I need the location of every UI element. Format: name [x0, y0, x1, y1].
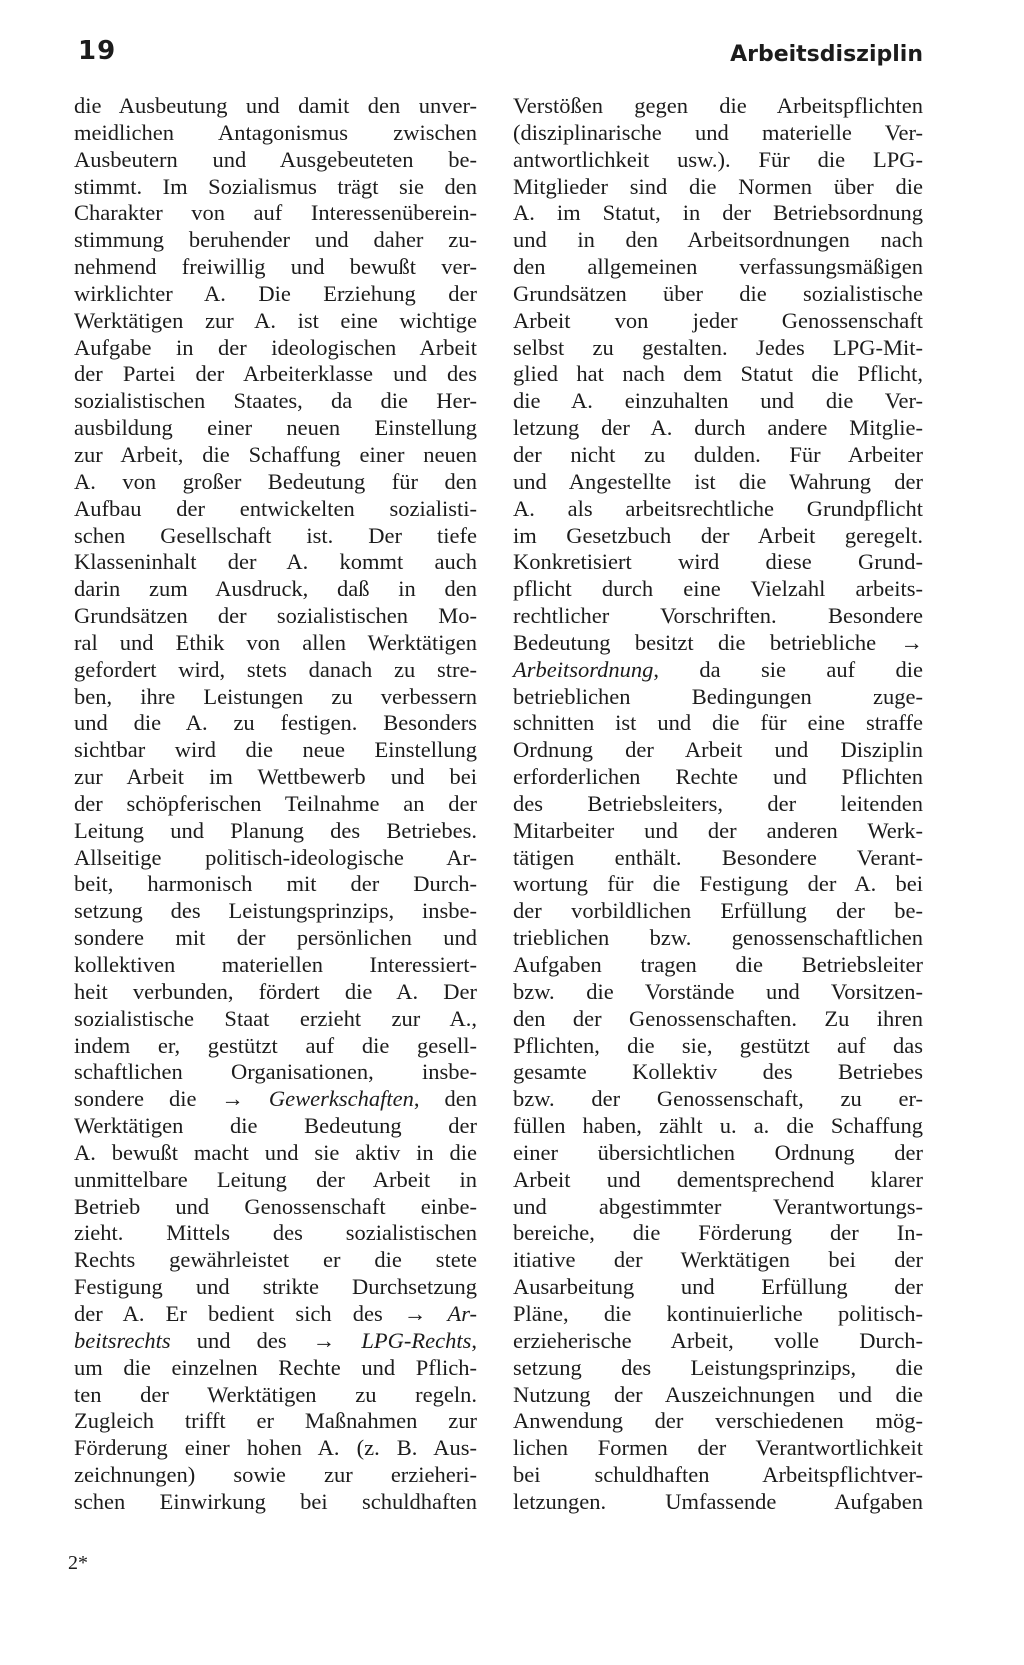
text-segment: ben, ihre Leistungen zu verbessern [74, 683, 477, 709]
text-line [513, 308, 923, 335]
text-line [74, 227, 477, 254]
text-line [513, 1220, 923, 1247]
text-line [513, 227, 923, 254]
text-line [74, 576, 477, 603]
text-segment: bei schuldhaften Arbeitspflichtver- [513, 1462, 923, 1488]
text-segment: der A. Er bedient sich des → [74, 1300, 448, 1326]
text-segment: ral und Ethik von allen Werktätigen [74, 629, 477, 655]
text-segment: schaftlichen Organisationen, insbe- [74, 1059, 477, 1085]
text-segment: sozialistischen Staates, da die Her- [74, 388, 477, 414]
text-line [513, 1113, 923, 1140]
text-line [513, 1086, 923, 1113]
text-line [513, 120, 923, 147]
text-line [513, 361, 923, 388]
text-segment: selbst zu gestalten. Jedes LPG-Mit- [513, 334, 923, 360]
text-line [74, 1274, 477, 1301]
text-segment: Werktätigen zur A. ist eine wichtige [74, 307, 477, 333]
text-line [74, 684, 477, 711]
text-segment: Aufgabe in der ideologischen Arbeit [74, 334, 477, 360]
text-line [74, 496, 477, 523]
text-segment: erzieherische Arbeit, volle Durch- [513, 1327, 923, 1353]
text-segment: einer übersichtlichen Ordnung der [513, 1139, 923, 1165]
cross-reference-term: Ar- [447, 1300, 477, 1326]
text-line [74, 979, 477, 1006]
text-segment: Zugleich trifft er Maßnahmen zur [74, 1408, 477, 1434]
running-head: Arbeitsdisziplin [730, 42, 923, 67]
cross-reference-term: beitsrechts [74, 1327, 171, 1353]
text-segment: zur Arbeit im Wettbewerb und bei [74, 764, 477, 790]
text-line [513, 1274, 923, 1301]
text-line [74, 1435, 477, 1462]
text-segment: Pflichten, die sie, gestützt auf das [513, 1032, 923, 1058]
text-segment: den allgemeinen verfassungsmäßigen [513, 254, 923, 280]
text-line [513, 1301, 923, 1328]
text-line [513, 147, 923, 174]
text-segment: sichtbar wird die neue Einstellung [74, 737, 477, 763]
text-segment: A. bewußt macht und sie aktiv in die [74, 1139, 477, 1165]
text-line [513, 1167, 923, 1194]
text-line [513, 1194, 923, 1221]
text-line [74, 1301, 477, 1328]
text-line [74, 791, 477, 818]
text-line [74, 898, 477, 925]
text-line [74, 1220, 477, 1247]
text-line [513, 523, 923, 550]
text-segment: Klasseninhalt der A. kommt auch [74, 549, 477, 575]
text-segment: antwortlichkeit usw.). Für die LPG- [513, 146, 923, 172]
text-line [513, 657, 923, 684]
text-segment: , [471, 1327, 477, 1353]
text-segment: bzw. die Vorstände und Vorsitzen- [513, 978, 923, 1004]
text-line [74, 925, 477, 952]
text-line [74, 388, 477, 415]
text-line [74, 308, 477, 335]
text-segment: Konkretisiert wird diese Grund- [513, 549, 923, 575]
text-segment: rechtlicher Vorschriften. Besondere [513, 603, 923, 629]
text-line [74, 415, 477, 442]
text-segment: Ausarbeitung und Erfüllung der [513, 1274, 923, 1300]
text-segment: Mitarbeiter und der anderen Werk- [513, 817, 923, 843]
text-segment: der Partei der Arbeiterklasse und des [74, 361, 477, 387]
text-segment: letzungen. Umfassende Aufgaben [513, 1488, 923, 1514]
text-line [513, 952, 923, 979]
text-segment: gesamte Kollektiv des Betriebes [513, 1059, 923, 1085]
text-segment: Werktätigen die Bedeutung der [74, 1113, 477, 1139]
text-line [74, 1194, 477, 1221]
text-segment: beit, harmonisch mit der Durch- [74, 871, 477, 897]
text-line [74, 818, 477, 845]
text-segment: die A. einzuhalten und die Ver- [513, 388, 923, 414]
text-segment: im Gesetzbuch der Arbeit geregelt. [513, 522, 923, 548]
text-segment: Ausbeutern und Ausgebeuteten be- [74, 146, 477, 172]
cross-reference-term: LPG-Rechts [361, 1327, 472, 1353]
text-line [513, 549, 923, 576]
text-line [74, 361, 477, 388]
text-line [513, 764, 923, 791]
text-segment: Festigung und strikte Durchsetzung [74, 1274, 477, 1300]
text-segment: Mitglieder sind die Normen über die [513, 173, 923, 199]
text-line [74, 710, 477, 737]
text-segment: schen Gesellschaft ist. Der tiefe [74, 522, 477, 548]
text-line [513, 1059, 923, 1086]
text-line [74, 120, 477, 147]
page-number: 19 [78, 36, 117, 66]
text-segment: indem er, gestützt auf die gesell- [74, 1032, 477, 1058]
text-line [74, 630, 477, 657]
text-line [74, 1086, 477, 1113]
text-segment: sondere mit der persönlichen und [74, 925, 477, 951]
text-segment: zeichnungen) sowie zur erzieheri- [74, 1462, 477, 1488]
text-segment: Leitung und Planung des Betriebes. [74, 817, 477, 843]
text-segment: A. als arbeitsrechtliche Grundpflicht [513, 495, 923, 521]
text-line [74, 1033, 477, 1060]
text-segment: um die einzelnen Rechte und Pflich- [74, 1354, 477, 1380]
text-segment: , da sie auf die [653, 656, 923, 682]
text-line [513, 603, 923, 630]
text-line [513, 818, 923, 845]
text-segment: die Ausbeutung und damit den unver- [74, 93, 477, 118]
text-segment: der nicht zu dulden. Für Arbeiter [513, 441, 923, 467]
text-segment: sozialistische Staat erzieht zur A., [74, 1005, 477, 1031]
text-line [513, 388, 923, 415]
text-line [513, 1462, 923, 1489]
text-segment: Aufbau der entwickelten sozialisti- [74, 495, 477, 521]
text-line [74, 1462, 477, 1489]
text-line [513, 845, 923, 872]
text-segment: stimmt. Im Sozialismus trägt sie den [74, 173, 477, 199]
cross-reference-term: Arbeitsordnung [513, 656, 654, 682]
text-segment: lichen Formen der Verantwortlichkeit [513, 1435, 923, 1461]
text-segment: Ordnung der Arbeit und Disziplin [513, 737, 923, 763]
text-segment: Nutzung der Auszeichnungen und die [513, 1381, 923, 1407]
text-line [513, 415, 923, 442]
text-line [74, 603, 477, 630]
text-line [74, 200, 477, 227]
signature-mark: 2* [68, 1552, 88, 1574]
text-segment: wortung für die Festigung der A. bei [513, 871, 923, 897]
text-line [74, 657, 477, 684]
text-line [513, 898, 923, 925]
text-line [74, 549, 477, 576]
text-segment: der schöpferischen Teilnahme an der [74, 790, 477, 816]
text-segment: und die A. zu festigen. Besonders [74, 710, 477, 736]
text-line [513, 1355, 923, 1382]
text-segment: bereiche, die Förderung der In- [513, 1220, 923, 1246]
text-line [513, 1408, 923, 1435]
text-line [513, 496, 923, 523]
text-line [513, 442, 923, 469]
text-segment: trieblichen bzw. genossenschaftlichen [513, 925, 923, 951]
text-segment: zur Arbeit, die Schaffung einer neuen [74, 441, 477, 467]
text-segment: Pläne, die kontinuierliche politisch- [513, 1300, 923, 1326]
text-line [74, 1489, 477, 1516]
text-line [513, 254, 923, 281]
text-segment: ausbildung einer neuen Einstellung [74, 415, 477, 441]
text-line [74, 1382, 477, 1409]
text-line [74, 1059, 477, 1086]
text-line [74, 1247, 477, 1274]
text-line [74, 523, 477, 550]
text-segment: wirklichter A. Die Erziehung der [74, 280, 477, 306]
text-segment: letzung der A. durch andere Mitglie- [513, 415, 923, 441]
text-line [513, 1006, 923, 1033]
text-segment: Arbeit von jeder Genossenschaft [513, 307, 923, 333]
text-line [513, 925, 923, 952]
text-segment: der vorbildlichen Erfüllung der be- [513, 898, 923, 924]
text-line [74, 1355, 477, 1382]
text-segment: pflicht durch eine Vielzahl arbeits- [513, 576, 923, 602]
text-segment: Charakter von auf Interessenüberein- [74, 200, 477, 226]
text-line [74, 254, 477, 281]
text-line [513, 979, 923, 1006]
text-line [74, 174, 477, 201]
text-segment: ten der Werktätigen zu regeln. [74, 1381, 477, 1407]
text-segment: setzung des Leistungsprinzips, die [513, 1354, 923, 1380]
text-line [74, 335, 477, 362]
text-segment: , den [413, 1086, 477, 1112]
text-segment: nehmend freiwillig und bewußt ver- [74, 254, 477, 280]
text-segment: Grundsätzen über die sozialistische [513, 280, 923, 306]
text-segment: Bedeutung besitzt die betriebliche → [513, 629, 923, 655]
text-segment: schen Einwirkung bei schuldhaften [74, 1488, 477, 1514]
text-segment: Förderung einer hohen A. (z. B. Aus- [74, 1435, 477, 1461]
text-line [513, 200, 923, 227]
text-segment: schnitten ist und die für eine straffe [513, 710, 923, 736]
left-text-column [74, 93, 477, 1516]
text-segment: Betrieb und Genossenschaft einbe- [74, 1193, 477, 1219]
text-line [513, 576, 923, 603]
text-line [513, 1489, 923, 1516]
text-segment: und Angestellte ist die Wahrung der [513, 468, 923, 494]
text-line [74, 1408, 477, 1435]
text-segment: A. im Statut, in der Betriebsordnung [513, 200, 923, 226]
text-segment: (disziplinarische und materielle Ver- [513, 119, 923, 145]
text-segment: des Betriebsleiters, der leitenden [513, 790, 923, 816]
text-line [513, 684, 923, 711]
text-segment: und in den Arbeitsordnungen nach [513, 227, 923, 253]
text-segment: Rechts gewährleistet er die stete [74, 1247, 477, 1273]
text-line [513, 174, 923, 201]
text-segment: Allseitige politisch-ideologische Ar- [74, 844, 477, 870]
text-line [513, 1382, 923, 1409]
text-line [74, 281, 477, 308]
text-line [513, 93, 923, 120]
text-segment: Aufgaben tragen die Betriebsleiter [513, 952, 923, 977]
right-text-column [513, 93, 923, 1516]
text-segment: meidlichen Antagonismus zwischen [74, 119, 477, 145]
text-segment: bzw. der Genossenschaft, zu er- [513, 1086, 923, 1112]
text-segment: Verstößen gegen die Arbeitspflichten [513, 93, 923, 118]
text-line [513, 469, 923, 496]
text-line [513, 281, 923, 308]
text-segment: tätigen enthält. Besondere Verant- [513, 844, 923, 870]
text-line [74, 93, 477, 120]
text-line [74, 442, 477, 469]
text-line [74, 737, 477, 764]
text-line [513, 1247, 923, 1274]
text-line [74, 469, 477, 496]
text-line [513, 630, 923, 657]
text-line [74, 1113, 477, 1140]
text-line [74, 1328, 477, 1355]
text-line [513, 1435, 923, 1462]
text-line [74, 1167, 477, 1194]
text-segment: zieht. Mittels des sozialistischen [74, 1220, 477, 1246]
text-segment: füllen haben, zählt u. a. die Schaffung [513, 1113, 923, 1139]
text-segment: erforderlichen Rechte und Pflichten [513, 764, 923, 790]
text-line [513, 1140, 923, 1167]
text-line [74, 952, 477, 979]
text-segment: stimmung beruhender und daher zu- [74, 227, 477, 253]
text-segment: glied hat nach dem Statut die Pflicht, [513, 361, 923, 387]
text-segment: und des → [170, 1327, 362, 1353]
text-segment: setzung des Leistungsprinzips, insbe- [74, 898, 477, 924]
text-segment: unmittelbare Leitung der Arbeit in [74, 1166, 477, 1192]
text-line [74, 764, 477, 791]
text-line [513, 1328, 923, 1355]
text-segment: gefordert wird, stets danach zu stre- [74, 656, 477, 682]
text-line [74, 871, 477, 898]
text-line [513, 737, 923, 764]
text-segment: Anwendung der verschiedenen mög- [513, 1408, 923, 1434]
text-line [513, 1033, 923, 1060]
text-line [74, 1006, 477, 1033]
text-segment: sondere die → [74, 1086, 269, 1112]
text-segment: und abgestimmter Verantwortungs- [513, 1193, 923, 1219]
text-segment: darin zum Ausdruck, daß in den [74, 576, 477, 602]
text-line [74, 1140, 477, 1167]
text-line [513, 710, 923, 737]
text-segment: Arbeit und dementsprechend klarer [513, 1166, 923, 1192]
text-line [74, 147, 477, 174]
text-segment: heit verbunden, fördert die A. Der [74, 978, 477, 1004]
text-segment: Grundsätzen der sozialistischen Mo- [74, 603, 477, 629]
text-line [513, 871, 923, 898]
text-segment: den der Genossenschaften. Zu ihren [513, 1005, 923, 1031]
text-line [513, 335, 923, 362]
text-segment: betrieblichen Bedingungen zuge- [513, 683, 923, 709]
cross-reference-term: Gewerkschaften [268, 1086, 414, 1112]
text-segment: A. von großer Bedeutung für den [74, 468, 477, 494]
text-segment: itiative der Werktätigen bei der [513, 1247, 923, 1273]
text-segment: kollektiven materiellen Interessiert- [74, 952, 477, 977]
text-line [513, 791, 923, 818]
text-line [74, 845, 477, 872]
